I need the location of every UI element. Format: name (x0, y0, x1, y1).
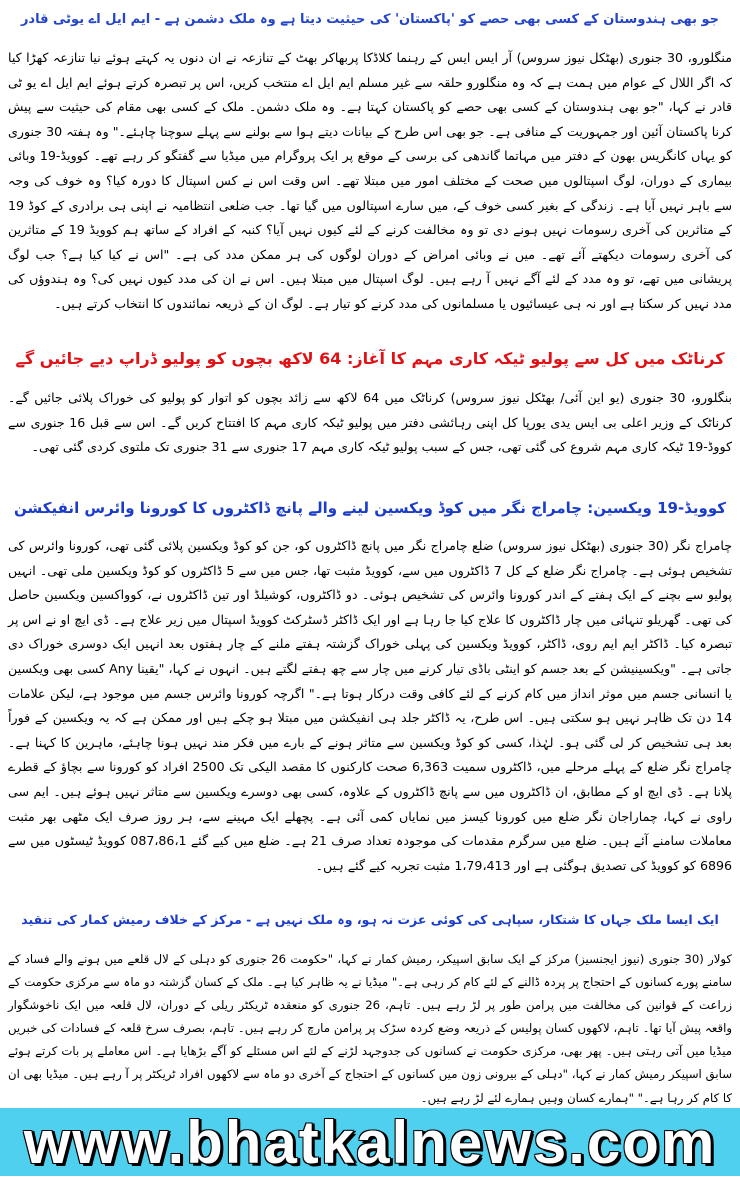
article-ramesh-kumar (0, 900, 740, 1110)
article-polio-drive (0, 338, 740, 474)
site-footer-banner (0, 1108, 740, 1176)
article-mla-ut-khader (0, 0, 740, 332)
headline: کرناٹک میں کل سے پولیو ٹیکہ کاری مہم کا آغاز: 64 لاکھ بچوں کو پولیو ڈراپ دیے جائیں گے (15, 349, 725, 368)
site-url[interactable]: www.bhatkalnews.com (23, 1108, 717, 1176)
headline: جو بھی ہندوستان کے کسی بھی حصے کو 'پاکستان' کی حیثیت دیتا ہے وہ ملک دشمن ہے - ایم ایل اے یوٹی قادر (20, 12, 720, 27)
article-covid-vaccine-doctors (0, 488, 740, 900)
headline: ایک ایسا ملک جہاں کا شتکار، سپاہی کی کوئی عزت نہ ہو، وہ ملک نہیں ہے - مرکز کے خلاف رمیش کمار کی تنقید (21, 912, 719, 927)
article-body: چامراج نگر (30 جنوری (بھٹکل نیوز سروس) ضلع چامراج نگر میں پانچ ڈاکٹروں کو، جن کو کوڈ ویکسین پلائی گئی تھی، کورونا وائرس کی تشخیص ہوئی ہے۔ چامراج نگر ضلع کے کل 7 ڈاکٹروں میں سے، کوویڈ مثبت تھا، جس میں سے 5 ڈاکٹروں کو کوڈ ویکسین ملی تھی۔ انہیں پولیو سے بچنے کے ایک ہفتے کے اندر کورونا وائرس کی تشخیص ہوئی۔ دو ڈاکٹروں، کوشیلڈ اور تین ڈاکٹروں نے، کوواکسین ویکسین حاصل کی تھی۔ گھریلو تنہائی میں چار ڈاکٹروں کا علاج کیا جا رہا ہے اور ایک ڈاکٹر ڈسٹرکٹ کوویڈ اسپتال میں زیر علاج ہے۔ ڈی ایچ او نے اس پر تبصرہ کیا۔ ڈاکٹر ایم ایم روی، ڈاکٹر، کوویڈ ویکسین کی پہلی خوراک گزشتہ ہفتے ملنے کے چار ہفتوں بعد انہیں ایک دوسری خوراک دی جاتی ہے۔ "ویکسینیشن کے بعد جسم کو اینٹی باڈی تیار کرنے میں چار سے چھ ہفتے لگتے ہیں۔ انہوں نے کہا، "یقینا Any کسی بھی ویکسین یا انسانی جسم میں موثر انداز میں کام کرنے کے لئے کافی وقت درکار ہوتا ہے۔" اگرچہ کورونا وائرس جسم میں موجود ہے، لیکن علامات 14 دن تک ظاہر نہیں ہو سکتی ہیں۔ اس طرح، یہ ڈاکٹر جلد ہی انفیکشن میں مبتلا ہو چکے ہیں اور ممکن ہے کہ یہ ویکسین کے فوراً بعد ہی تشخیص کر لی گئی ہو۔ لہٰذا، کسی کو کوڈ ویکسین سے متاثر ہونے کے بارے میں فکر مند نہیں ہونا چاہئے، ماہرین کا کہنا ہے۔ چامراج نگر ضلع کے پہلے مرحلے میں، ڈاکٹروں سمیت 6,363 صحت کارکنوں کا مقصد الیکی تک 2500 افراد کو کورونا سے بچاؤ کے قطرے پلانا ہے۔ ڈی ایچ او کے مطابق، ان ڈاکٹروں میں سے پانچ ڈاکٹروں کے علاوہ، کسی بھی دوسرے ویکسین سے متاثر نہیں ہوئے ہیں۔ ایم سی راوی نے کہا، چماراجان نگر ضلع میں کورونا کیسز میں نمایاں کمی آئی ہے۔ پچھلے ایک مہینے سے، ہر روز صرف ایک مٹھی بھر مثبت معاملات سامنے آئے ہیں۔ ضلع میں سرگرم مقدمات کی موجودہ تعداد صرف 21 ہے۔ ضلع میں کیے گئے 087،86،1 کوویڈ ٹیسٹوں میں سے 6896 کو کوویڈ کی تصدیق ہوگئی ہے اور 1،79،413 مثبت تجربہ کیے گئے ہیں۔ (8, 538, 732, 873)
article-body: کولار (30 جنوری (نیوز ایجنسیز) مرکز کے ایک سابق اسپیکر، رمیش کمار نے کہا، "حکومت 26 جنوری کو دہلی کے لال قلعے میں ہونے والے فساد کے سامنے پورے کسانوں کے احتجاج پر پردہ ڈالنے کے لئے کام کر رہی ہے۔" میڈیا نے یہ ظاہر کیا ہے۔ ملک کے کسان گزشتہ دو ماہ سے مرکزی حکومت کے زراعت کے قوانین کی مخالفت میں پرامن طور پر لڑ رہے ہیں۔ تاہم، 26 جنوری کو منعقدہ ٹریکٹر ریلی کے دوران، لال قلعہ میں ایک ناخوشگوار واقعہ پیش آیا تھا۔ تاہم، لاکھوں کسان پولیس کے ذریعہ وضع کردہ سڑک پر پرامن مارچ کر رہے ہیں۔ تاہم، بصرف سرخ قلعہ کے فسادات کی خبریں میڈیا میں آتی رہتی ہیں۔ پھر بھی، مرکزی حکومت نے کسانوں کی جدوجہد لڑنے کے لئے اس مسئلے کو آگے بڑھایا ہے۔ اس معاملے پر بات کرتے ہوئے سابق اسپیکر رمیش کمار نے کہا، "دہلی کے بیرونی زون میں کسانوں کے احتجاج کے آخری دو ماہ سے لاکھوں افراد ٹریکٹر پر آ رہے ہیں۔ میڈیا بھی ان کا کام کر رہا ہے۔" "ہمارے کسان وہیں ہمارے لئے لڑ رہے ہیں۔ (8, 952, 733, 1105)
article-body: منگلورو، 30 جنوری (بھٹکل نیوز سروس) آر ایس ایس کے رہنما کلاڈکا پربھاکر بھٹ کے تنازعہ نے ان دنوں یہ کہتے ہوئے نیا تنازعہ کھڑا کیا کہ اگر اللال کے عوام میں ہمت ہے کہ وہ منگلورو حلقہ سے غیر مسلم ایم ایل اے منتخب کریں، اس پر تبصرہ کرتے ہوئے ایم ایل اے یو ٹی قادر نے کہا، "جو بھی ہندوستان کے کسی بھی حصے کو پاکستان کہتا ہے۔ وہ ملک دشمن۔ ملک کے کسی بھی مقام کی حیثیت سے پیش کرنا پاکستان آئین اور جمہوریت کے منافی ہے۔ جو بھی اس طرح کے بیانات دیتے ہوا سے بولنے سے پہلے سوچنا چاہئے۔" وہ ہفتہ 30 جنوری کو یہاں کانگریس بھون کے دفتر میں مہاتما گاندھی کی برسی کے موقع پر ایک پروگرام میں میڈیا سے گفتگو کر رہے تھے۔ کوویڈ-19 وبائی بیماری کے دوران، لوگ اسپتالوں میں صحت کے مختلف امور میں مبتلا تھے۔ اس وقت اس نے کس اسپتال کا دورہ کیا؟ وہ خوف کی وجہ سے باہر نہیں آیا ہے۔ زندگی کے بغیر کسی خوف کے، میں سارے اسپتالوں میں گیا تھا۔ جب ضلعی انتظامیہ نے اپنی ہی برادری کے کوڈ 19 کے متاثرین کی آخری رسومات نہیں ہونے دی تو وہ مخالفت کرنے کے لئے کیوں نہیں آیا؟ کنبہ کے افراد کے ساتھ ہم کوویڈ 19 کے متاثرین کی آخری رسومات دیکھتے آئے تھے۔ میں نے وبائی امراض کے دوران لوگوں کی ہر ممکن مدد کی ہے۔ "اس نے کیا کیا ہے؟ جب لوگ پریشانی میں تھے، تو وہ مدد کے لئے آگے نہیں آ رہے ہیں۔ لوگ اسپتال میں مبتلا ہیں۔ اس نے ان کی مدد کیوں نہیں کی؟ وہ ہندوؤں کی مدد نہیں کر سکتا ہے اور نہ ہی عیسائیوں یا مسلمانوں کی مدد کرنے کو تیار ہے۔ لوگ ان کے ذریعہ نمائندوں کا انتخاب کرتے ہیں۔ (8, 50, 732, 311)
article-body: بنگلورو، 30 جنوری (یو این آئی/ بھٹکل نیوز سروس) کرناٹک میں 64 لاکھ سے زائد بچوں کو اتوار کو پولیو کی خوراک پلائی جائیں گے۔ کرناٹک کے وزیر اعلی بی ایس یدی یورپا کل اپنی رہائشی دفتر میں پولیو ٹیکہ کاری مہم کا افتتاح کریں گے۔ اس سے قبل 16 جنوری سے کووڈ-19 ٹیکہ کاری مہم شروع کی گئی تھی، جس کے سبب پولیو ٹیکہ کاری مہم 17 جنوری سے 31 جنوری تک ملتوی کردی گئی تھی۔ (8, 390, 733, 455)
headline: کوویڈ-19 ویکسین: چامراج نگر میں کوڈ ویکسین لینے والے پانچ ڈاکٹروں کا کورونا وائرس انفیکشن (14, 499, 726, 517)
